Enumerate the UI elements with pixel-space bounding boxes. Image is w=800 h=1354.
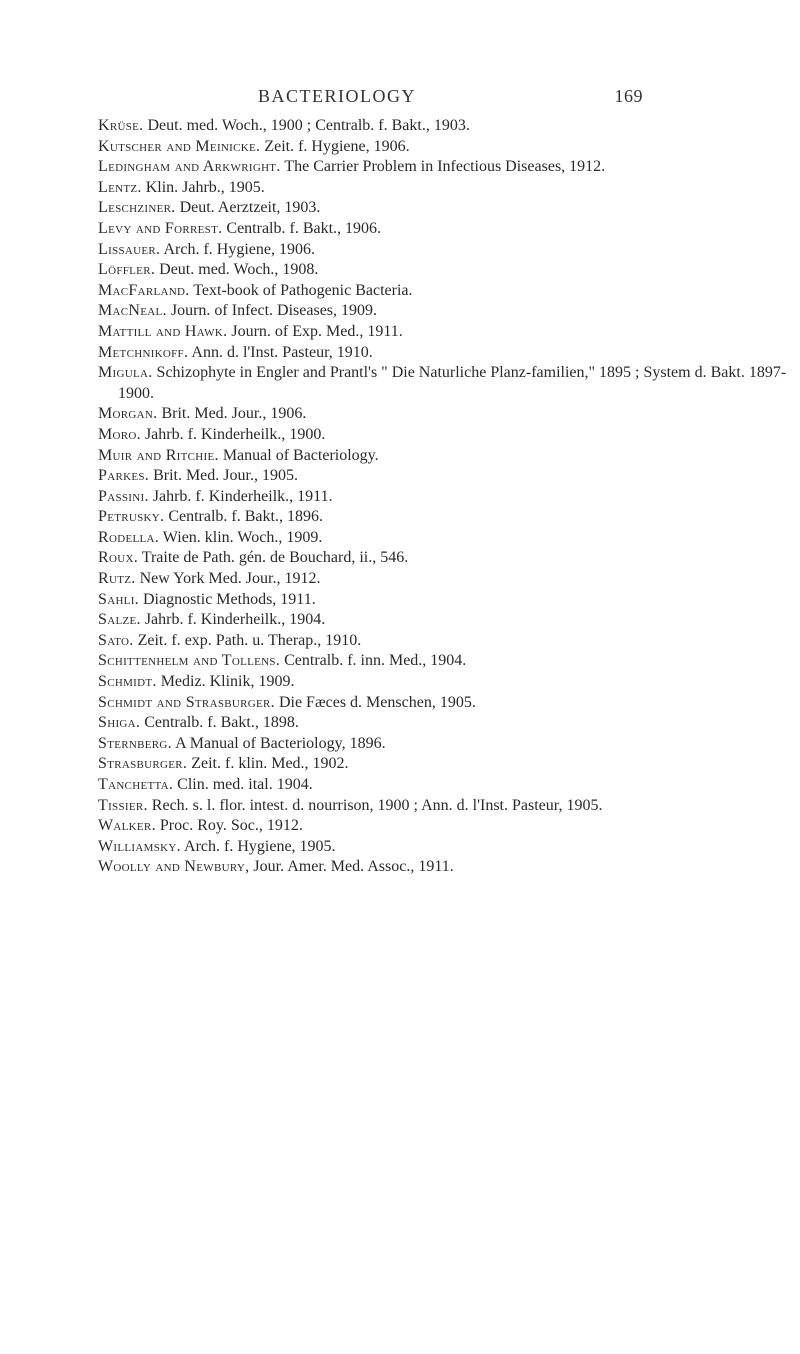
page-header (258, 86, 643, 107)
reference-entry (98, 816, 788, 837)
reference-author: Metchnikoff. (98, 343, 189, 361)
reference-author: Muir and Ritchie. (98, 446, 219, 464)
reference-citation: New York Med. Jour., 1912. (139, 570, 321, 588)
reference-author: Williamsky. (98, 837, 181, 855)
reference-entry (98, 446, 788, 467)
reference-citation: Deut. med. Woch., 1908. (159, 261, 319, 279)
reference-author: Löffler. (98, 261, 156, 279)
reference-entry (98, 569, 788, 590)
reference-citation: Brit. Med. Jour., 1906. (161, 405, 307, 423)
reference-entry (98, 548, 788, 569)
reference-entry (98, 487, 788, 508)
reference-citation: Brit. Med. Jour., 1905. (153, 467, 298, 485)
reference-entry (98, 734, 788, 755)
reference-author: Walker. (98, 817, 156, 835)
reference-author: Krüse. (98, 117, 144, 134)
reference-author: Morgan. (98, 405, 158, 423)
reference-citation: Ann. d. l'Inst. Pasteur, 1910. (191, 343, 373, 361)
reference-entry (98, 528, 788, 549)
reference-entry (98, 754, 788, 775)
reference-citation: Journ. of Exp. Med., 1911. (231, 322, 403, 340)
reference-entry (98, 672, 788, 693)
reference-entry (98, 775, 788, 796)
reference-author: Passini. (98, 487, 149, 505)
reference-citation: Klin. Jahrb., 1905. (145, 178, 265, 196)
reference-entry (98, 610, 788, 631)
reference-author: Tissier. (98, 796, 148, 814)
reference-citation: Text-book of Pathogenic Bacteria. (193, 281, 413, 299)
reference-author: Salze. (98, 611, 141, 629)
reference-entry (98, 219, 788, 240)
reference-author: Strasburger. (98, 755, 188, 773)
reference-author: Schittenhelm and Tollens. (98, 652, 281, 670)
reference-citation: Mediz. Klinik, 1909. (160, 673, 295, 691)
reference-author: Ledingham and Arkwright. (98, 158, 281, 176)
reference-author: Sato. (98, 631, 134, 649)
reference-author: MacFarland. (98, 281, 190, 299)
reference-citation: Proc. Roy. Soc., 1912. (159, 817, 303, 835)
reference-entry (98, 796, 788, 817)
running-title: BACTERIOLOGY (258, 86, 416, 106)
reference-entry (98, 178, 788, 199)
reference-author: Shiga. (98, 714, 141, 732)
reference-entry (98, 137, 788, 158)
reference-entry (98, 837, 788, 858)
reference-author: Woolly and Newbury, (98, 858, 250, 876)
reference-citation: Centralb. f. Bakt., 1898. (144, 714, 299, 732)
reference-author: Leschziner. (98, 199, 176, 217)
reference-author: Moro. (98, 425, 141, 443)
reference-author: Tanchetta. (98, 776, 174, 793)
reference-author: MacNeal. (98, 302, 167, 320)
reference-citation: Wien. klin. Woch., 1909. (162, 528, 323, 546)
reference-author: Sahli. (98, 590, 139, 608)
reference-citation: Jour. Amer. Med. Assoc., 1911. (253, 858, 454, 876)
reference-citation: Rech. s. l. flor. intest. d. nourrison, 1900 ; Ann. d. l'Inst. Pasteur, 1905. (151, 796, 603, 814)
reference-list (98, 116, 788, 878)
reference-citation: Centralb. f. Bakt., 1906. (226, 219, 382, 237)
reference-citation: Zeit. f. Hygiene, 1906. (264, 137, 410, 155)
reference-entry (98, 590, 788, 611)
reference-author: Lentz. (98, 178, 142, 196)
reference-citation: A Manual of Bacteriology, 1896. (175, 734, 386, 752)
reference-citation: Diagnostic Methods, 1911. (142, 590, 316, 608)
reference-author: Rutz. (98, 570, 136, 588)
reference-entry (98, 260, 788, 281)
reference-citation: Schizophyte in Engler and Prantl's " Die Naturliche Planz-familien," 1895 ; System d. Bakt. 1897-1900. (118, 364, 787, 402)
reference-citation: Arch. f. Hygiene, 1905. (184, 837, 336, 855)
reference-citation: Deut. med. Woch., 1900 ; Centralb. f. Bakt., 1903. (147, 117, 470, 134)
reference-entry (98, 240, 788, 261)
reference-entry (98, 116, 788, 137)
reference-entry (98, 631, 788, 652)
reference-author: Parkes. (98, 467, 150, 485)
reference-entry (98, 363, 788, 404)
reference-entry (98, 651, 788, 672)
reference-author: Rodella. (98, 528, 160, 546)
reference-author: Levy and Forrest. (98, 219, 223, 237)
reference-citation: Arch. f. Hygiene, 1906. (163, 240, 315, 258)
reference-citation: Centralb. f. Bakt., 1896. (168, 508, 323, 526)
reference-entry (98, 404, 788, 425)
reference-citation: Centralb. f. inn. Med., 1904. (284, 652, 467, 670)
reference-entry (98, 281, 788, 302)
reference-entry (98, 425, 788, 446)
reference-citation: Jahrb. f. Kinderheilk., 1911. (152, 487, 333, 505)
reference-entry (98, 301, 788, 322)
reference-entry (98, 343, 788, 364)
reference-citation: Jahrb. f. Kinderheilk., 1904. (144, 611, 326, 629)
reference-author: Kutscher and Meinicke. (98, 137, 261, 155)
reference-citation: Clin. med. ital. 1904. (177, 776, 313, 793)
reference-entry (98, 466, 788, 487)
reference-citation: Zeit. f. exp. Path. u. Therap., 1910. (137, 631, 362, 649)
reference-entry (98, 713, 788, 734)
reference-entry (98, 322, 788, 343)
reference-author: Schmidt and Strasburger. (98, 693, 275, 711)
reference-author: Sternberg. (98, 734, 172, 752)
reference-author: Lissauer. (98, 240, 161, 258)
reference-entry (98, 198, 788, 219)
reference-citation: Zeit. f. klin. Med., 1902. (191, 755, 349, 773)
reference-entry (98, 857, 788, 878)
reference-citation: The Carrier Problem in Infectious Diseases, 1912. (284, 158, 606, 176)
reference-citation: Journ. of Infect. Diseases, 1909. (170, 302, 378, 320)
reference-author: Roux. (98, 549, 139, 567)
reference-citation: Traite de Path. gén. de Bouchard, ii., 546. (141, 549, 409, 567)
reference-author: Mattill and Hawk. (98, 322, 228, 340)
page-number: 169 (614, 86, 643, 106)
reference-citation: Deut. Aerztzeit, 1903. (179, 199, 321, 217)
reference-citation: Jahrb. f. Kinderheilk., 1900. (144, 425, 326, 443)
reference-author: Petrusky. (98, 508, 165, 526)
reference-entry (98, 507, 788, 528)
reference-citation: Die Fæces d. Menschen, 1905. (278, 693, 476, 711)
reference-entry (98, 693, 788, 714)
reference-citation: Manual of Bacteriology. (222, 446, 379, 464)
reference-author: Schmidt. (98, 673, 157, 691)
reference-author: Migula. (98, 364, 153, 382)
reference-entry (98, 157, 788, 178)
